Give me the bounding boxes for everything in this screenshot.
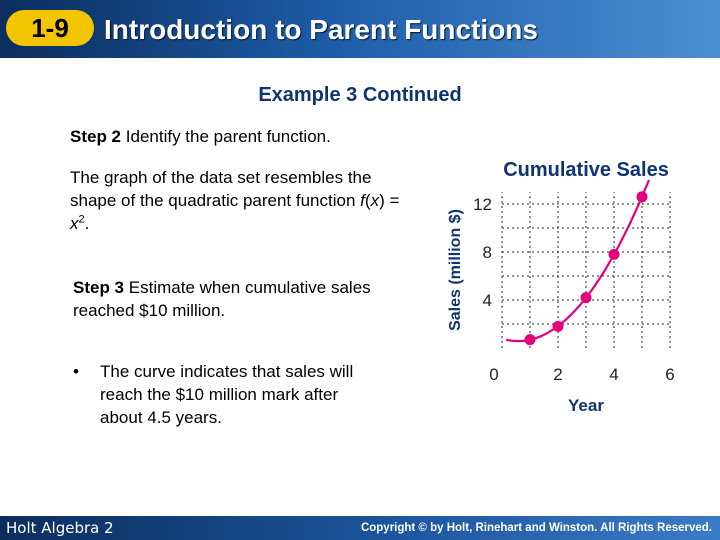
chart-title: Cumulative Sales (503, 159, 669, 181)
data-point (553, 321, 564, 332)
bullet-text: The curve indicates that sales will reach the $10 million mark after about 4.5 years. (100, 362, 354, 427)
step-2-label: Step 2 (70, 127, 122, 146)
step-2-body: Identify the parent function. (125, 127, 331, 146)
y-tick-label: 4 (482, 291, 492, 310)
bullet-marker: • (73, 362, 79, 381)
function-name: f (360, 191, 365, 210)
header-bar (0, 0, 720, 58)
parent-function-paragraph (70, 166, 410, 235)
paragraph-text: The graph of the data set resembles the shape of the quadratic parent function (70, 168, 372, 210)
variable-x-squared: x (70, 214, 79, 233)
footer-copyright: Copyright © by Holt, Rinehart and Winston. All Rights Reserved. (360, 522, 712, 534)
data-point (609, 249, 620, 260)
equals-text: ) = (379, 191, 400, 210)
step-3-body: Estimate when cumulative sales reached $10 million. (73, 278, 371, 320)
variable-x: x (370, 191, 380, 210)
data-point (525, 334, 536, 345)
data-point (637, 191, 648, 202)
y-axis-label: Sales (million $) (447, 209, 464, 331)
y-tick-label: 8 (482, 243, 492, 262)
period: . (84, 214, 90, 233)
footer-course: Holt Algebra 2 (6, 519, 114, 537)
footer-bar (0, 516, 720, 540)
x-tick-label: 4 (609, 365, 619, 384)
cumulative-sales-chart (430, 150, 715, 425)
y-tick-label: 12 (473, 195, 492, 214)
data-point (581, 292, 592, 303)
lesson-badge: 1-9 (6, 10, 94, 46)
paren-open: ( (364, 191, 371, 210)
x-tick-label: 6 (665, 365, 675, 384)
x-tick-label: 2 (553, 365, 563, 384)
grid-layer (502, 192, 670, 348)
x-axis-label: Year (568, 396, 604, 415)
page-title: Introduction to Parent Functions (104, 14, 538, 45)
step-3-text (73, 276, 373, 322)
exponent: 2 (78, 213, 85, 226)
x-tick-label: 0 (489, 365, 499, 384)
bullet-item (73, 360, 373, 429)
step-2-text (70, 125, 430, 148)
tick-layer (473, 195, 675, 384)
example-subtitle: Example 3 Continued (258, 84, 462, 106)
step-3-label: Step 3 (73, 278, 125, 297)
